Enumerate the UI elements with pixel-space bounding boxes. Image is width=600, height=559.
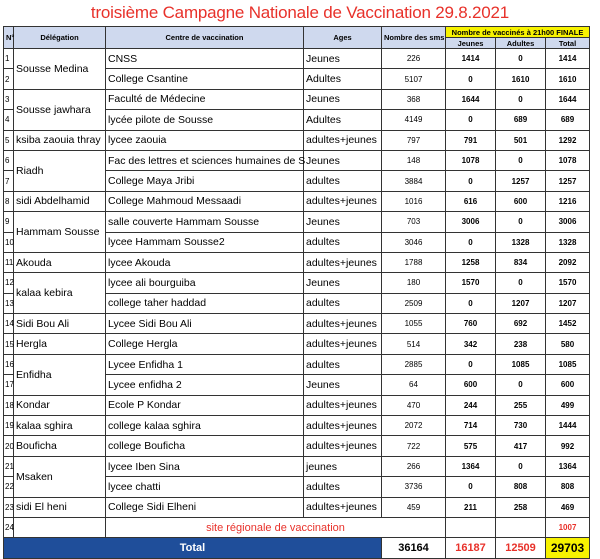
- totals-label: Total: [4, 538, 382, 558]
- delegation-cell: Bouficha: [14, 436, 106, 456]
- header-centre: Centre de vaccination: [106, 27, 304, 49]
- header-jeunes: Jeunes: [446, 38, 496, 49]
- sms-cell: 470: [382, 395, 446, 415]
- jeunes-cell: 3006: [446, 212, 496, 232]
- ages-cell: adultes+jeunes: [304, 191, 382, 211]
- header-row: [4, 27, 590, 38]
- jeunes-cell: 244: [446, 395, 496, 415]
- delegation-cell: Hammam Sousse: [14, 212, 106, 253]
- row-number: 7: [4, 171, 14, 191]
- total-cell: 1570: [546, 273, 590, 293]
- table-row: [4, 436, 590, 456]
- delegation-cell: Sidi Bou Ali: [14, 314, 106, 334]
- centre-cell: College Mahmoud Messaadi: [106, 191, 304, 211]
- adultes-cell: 1207: [496, 293, 546, 313]
- total-cell: 1644: [546, 89, 590, 109]
- centre-cell: College Hergla: [106, 334, 304, 354]
- sms-cell: 226: [382, 49, 446, 69]
- ages-cell: adultes+jeunes: [304, 130, 382, 150]
- ages-cell: Jeunes: [304, 89, 382, 109]
- jeunes-cell: 0: [446, 232, 496, 252]
- site-adultes-cell: [496, 517, 546, 537]
- adultes-cell: 1610: [496, 69, 546, 89]
- total-cell: 1292: [546, 130, 590, 150]
- ages-cell: adultes+jeunes: [304, 314, 382, 334]
- row-number: 10: [4, 232, 14, 252]
- adultes-cell: 0: [496, 212, 546, 232]
- row-number: 3: [4, 89, 14, 109]
- row-number: 19: [4, 416, 14, 436]
- delegation-cell: Akouda: [14, 252, 106, 272]
- sms-cell: 5107: [382, 69, 446, 89]
- total-cell: 1216: [546, 191, 590, 211]
- sms-cell: 1016: [382, 191, 446, 211]
- centre-cell: Lycee enfidha 2: [106, 375, 304, 395]
- total-cell: 1078: [546, 150, 590, 170]
- adultes-cell: 0: [496, 273, 546, 293]
- adultes-cell: 692: [496, 314, 546, 334]
- sms-cell: 180: [382, 273, 446, 293]
- centre-cell: Faculté de Médecine: [106, 89, 304, 109]
- jeunes-cell: 600: [446, 375, 496, 395]
- centre-cell: College Maya Jribi: [106, 171, 304, 191]
- centre-cell: college taher haddad: [106, 293, 304, 313]
- row-number: 8: [4, 191, 14, 211]
- adultes-cell: 0: [496, 456, 546, 476]
- total-cell: 499: [546, 395, 590, 415]
- jeunes-cell: 791: [446, 130, 496, 150]
- ages-cell: adultes: [304, 354, 382, 374]
- sms-cell: 266: [382, 456, 446, 476]
- total-cell: 469: [546, 497, 590, 517]
- ages-cell: Jeunes: [304, 212, 382, 232]
- adultes-cell: 808: [496, 477, 546, 497]
- jeunes-cell: 342: [446, 334, 496, 354]
- delegation-cell: Sousse jawhara: [14, 89, 106, 130]
- ages-cell: adultes+jeunes: [304, 436, 382, 456]
- table-row: [4, 497, 590, 517]
- delegation-cell: sidi Abdelhamid: [14, 191, 106, 211]
- centre-cell: lycée pilote de Sousse: [106, 110, 304, 130]
- row-number: 14: [4, 314, 14, 334]
- adultes-cell: 501: [496, 130, 546, 150]
- table-row: [4, 273, 590, 293]
- adultes-cell: 255: [496, 395, 546, 415]
- jeunes-cell: 0: [446, 110, 496, 130]
- centre-cell: lycee zaouia: [106, 130, 304, 150]
- row-number: 17: [4, 375, 14, 395]
- ages-cell: adultes: [304, 293, 382, 313]
- adultes-cell: 730: [496, 416, 546, 436]
- jeunes-cell: 575: [446, 436, 496, 456]
- row-number: 6: [4, 150, 14, 170]
- header-total: Total: [546, 38, 590, 49]
- ages-cell: Adultes: [304, 69, 382, 89]
- table-row: [4, 252, 590, 272]
- jeunes-cell: 714: [446, 416, 496, 436]
- jeunes-cell: 211: [446, 497, 496, 517]
- jeunes-cell: 760: [446, 314, 496, 334]
- total-cell: 3006: [546, 212, 590, 232]
- ages-cell: adultes+jeunes: [304, 416, 382, 436]
- jeunes-cell: 0: [446, 293, 496, 313]
- jeunes-cell: 1364: [446, 456, 496, 476]
- ages-cell: Jeunes: [304, 49, 382, 69]
- row-number: 22: [4, 477, 14, 497]
- adultes-cell: 1085: [496, 354, 546, 374]
- ages-cell: Jeunes: [304, 375, 382, 395]
- centre-cell: lycee Iben Sina: [106, 456, 304, 476]
- total-cell: 1364: [546, 456, 590, 476]
- adultes-cell: 1328: [496, 232, 546, 252]
- jeunes-cell: 1258: [446, 252, 496, 272]
- centre-cell: Ecole P Kondar: [106, 395, 304, 415]
- total-cell: 2092: [546, 252, 590, 272]
- totals-jeunes: 16187: [446, 538, 496, 558]
- jeunes-cell: 0: [446, 171, 496, 191]
- delegation-cell: Riadh: [14, 150, 106, 191]
- adultes-cell: 0: [496, 150, 546, 170]
- adultes-cell: 0: [496, 89, 546, 109]
- site-delegation-cell: [14, 517, 106, 537]
- header-final-group: Nombre de vaccinés à 21h00 FINALE: [446, 27, 590, 38]
- sms-cell: 514: [382, 334, 446, 354]
- totals-total: 29703: [546, 538, 590, 558]
- delegation-cell: Hergla: [14, 334, 106, 354]
- row-number: 11: [4, 252, 14, 272]
- sms-cell: 2885: [382, 354, 446, 374]
- header-ages: Ages: [304, 27, 382, 49]
- row-number: 18: [4, 395, 14, 415]
- header-num: N°: [4, 27, 14, 49]
- site-total: 1007: [546, 517, 590, 537]
- sms-cell: 3884: [382, 171, 446, 191]
- centre-cell: lycee Akouda: [106, 252, 304, 272]
- total-cell: 1257: [546, 171, 590, 191]
- sms-cell: 459: [382, 497, 446, 517]
- sms-cell: 2072: [382, 416, 446, 436]
- ages-cell: adultes: [304, 171, 382, 191]
- total-cell: 1085: [546, 354, 590, 374]
- adultes-cell: 238: [496, 334, 546, 354]
- total-cell: 1444: [546, 416, 590, 436]
- jeunes-cell: 1570: [446, 273, 496, 293]
- centre-cell: lycee Hammam Sousse2: [106, 232, 304, 252]
- centre-cell: salle couverte Hammam Sousse: [106, 212, 304, 232]
- centre-cell: lycee ali bourguiba: [106, 273, 304, 293]
- sms-cell: 3736: [382, 477, 446, 497]
- delegation-cell: Sousse Medina: [14, 49, 106, 90]
- adultes-cell: 258: [496, 497, 546, 517]
- row-number: 16: [4, 354, 14, 374]
- sms-cell: 722: [382, 436, 446, 456]
- totals-row: [4, 538, 590, 558]
- row-number: 24: [4, 517, 14, 537]
- ages-cell: Adultes: [304, 110, 382, 130]
- row-number: 20: [4, 436, 14, 456]
- sms-cell: 2509: [382, 293, 446, 313]
- delegation-cell: kalaa kebira: [14, 273, 106, 314]
- centre-cell: Lycee Enfidha 1: [106, 354, 304, 374]
- total-cell: 1328: [546, 232, 590, 252]
- row-number: 15: [4, 334, 14, 354]
- centre-cell: CNSS: [106, 49, 304, 69]
- table-row: [4, 150, 590, 170]
- table-row: [4, 212, 590, 232]
- centre-cell: college kalaa sghira: [106, 416, 304, 436]
- header-sms: Nombre des sms: [382, 27, 446, 49]
- delegation-cell: Kondar: [14, 395, 106, 415]
- table-row: [4, 49, 590, 69]
- jeunes-cell: 1414: [446, 49, 496, 69]
- sms-cell: 1788: [382, 252, 446, 272]
- total-cell: 992: [546, 436, 590, 456]
- ages-cell: adultes: [304, 477, 382, 497]
- ages-cell: Jeunes: [304, 273, 382, 293]
- adultes-cell: 834: [496, 252, 546, 272]
- total-cell: 1452: [546, 314, 590, 334]
- row-number: 4: [4, 110, 14, 130]
- jeunes-cell: 0: [446, 69, 496, 89]
- centre-cell: College Csantine: [106, 69, 304, 89]
- vaccination-table: [3, 26, 590, 559]
- header-delegation: Délégation: [14, 27, 106, 49]
- adultes-cell: 689: [496, 110, 546, 130]
- delegation-cell: sidi El heni: [14, 497, 106, 517]
- jeunes-cell: 616: [446, 191, 496, 211]
- ages-cell: adultes+jeunes: [304, 334, 382, 354]
- row-number: 1: [4, 49, 14, 69]
- total-cell: 580: [546, 334, 590, 354]
- table-row: [4, 314, 590, 334]
- site-label: site régionale de vaccination: [106, 517, 446, 537]
- centre-cell: Fac des lettres et sciences humaines de S: [106, 150, 304, 170]
- sms-cell: 1055: [382, 314, 446, 334]
- centre-cell: Lycee Sidi Bou Ali: [106, 314, 304, 334]
- jeunes-cell: 1078: [446, 150, 496, 170]
- sms-cell: 703: [382, 212, 446, 232]
- total-cell: 1414: [546, 49, 590, 69]
- total-cell: 1610: [546, 69, 590, 89]
- row-number: 12: [4, 273, 14, 293]
- row-number: 23: [4, 497, 14, 517]
- row-number: 5: [4, 130, 14, 150]
- adultes-cell: 600: [496, 191, 546, 211]
- jeunes-cell: 0: [446, 477, 496, 497]
- sms-cell: 368: [382, 89, 446, 109]
- site-jeunes-cell: [446, 517, 496, 537]
- sms-cell: 3046: [382, 232, 446, 252]
- delegation-cell: kalaa sghira: [14, 416, 106, 436]
- table-row: [4, 354, 590, 374]
- site-row: [4, 517, 590, 537]
- jeunes-cell: 0: [446, 354, 496, 374]
- report-title: troisième Campagne Nationale de Vaccination 29.8.2021: [90, 3, 510, 22]
- delegation-cell: ksiba zaouia thray: [14, 130, 106, 150]
- adultes-cell: 0: [496, 49, 546, 69]
- table-row: [4, 191, 590, 211]
- ages-cell: adultes+jeunes: [304, 497, 382, 517]
- sms-cell: 64: [382, 375, 446, 395]
- header-adultes: Adultes: [496, 38, 546, 49]
- sms-cell: 797: [382, 130, 446, 150]
- sms-cell: 148: [382, 150, 446, 170]
- ages-cell: adultes+jeunes: [304, 395, 382, 415]
- table-row: [4, 456, 590, 476]
- table-row: [4, 334, 590, 354]
- total-cell: 1207: [546, 293, 590, 313]
- jeunes-cell: 1644: [446, 89, 496, 109]
- total-cell: 689: [546, 110, 590, 130]
- row-number: 2: [4, 69, 14, 89]
- delegation-cell: Enfidha: [14, 354, 106, 395]
- centre-cell: college Bouficha: [106, 436, 304, 456]
- adultes-cell: 0: [496, 375, 546, 395]
- ages-cell: adultes: [304, 232, 382, 252]
- table-row: [4, 395, 590, 415]
- ages-cell: Jeunes: [304, 150, 382, 170]
- table-row: [4, 130, 590, 150]
- sms-cell: 4149: [382, 110, 446, 130]
- row-number: 9: [4, 212, 14, 232]
- adultes-cell: 1257: [496, 171, 546, 191]
- ages-cell: adultes+jeunes: [304, 252, 382, 272]
- total-cell: 600: [546, 375, 590, 395]
- row-number: 13: [4, 293, 14, 313]
- total-cell: 808: [546, 477, 590, 497]
- totals-adultes: 12509: [496, 538, 546, 558]
- centre-cell: lycee chatti: [106, 477, 304, 497]
- totals-sms: 36164: [382, 538, 446, 558]
- delegation-cell: Msaken: [14, 456, 106, 497]
- adultes-cell: 417: [496, 436, 546, 456]
- row-number: 21: [4, 456, 14, 476]
- ages-cell: jeunes: [304, 456, 382, 476]
- centre-cell: College Sidi Elheni: [106, 497, 304, 517]
- table-row: [4, 416, 590, 436]
- table-row: [4, 89, 590, 109]
